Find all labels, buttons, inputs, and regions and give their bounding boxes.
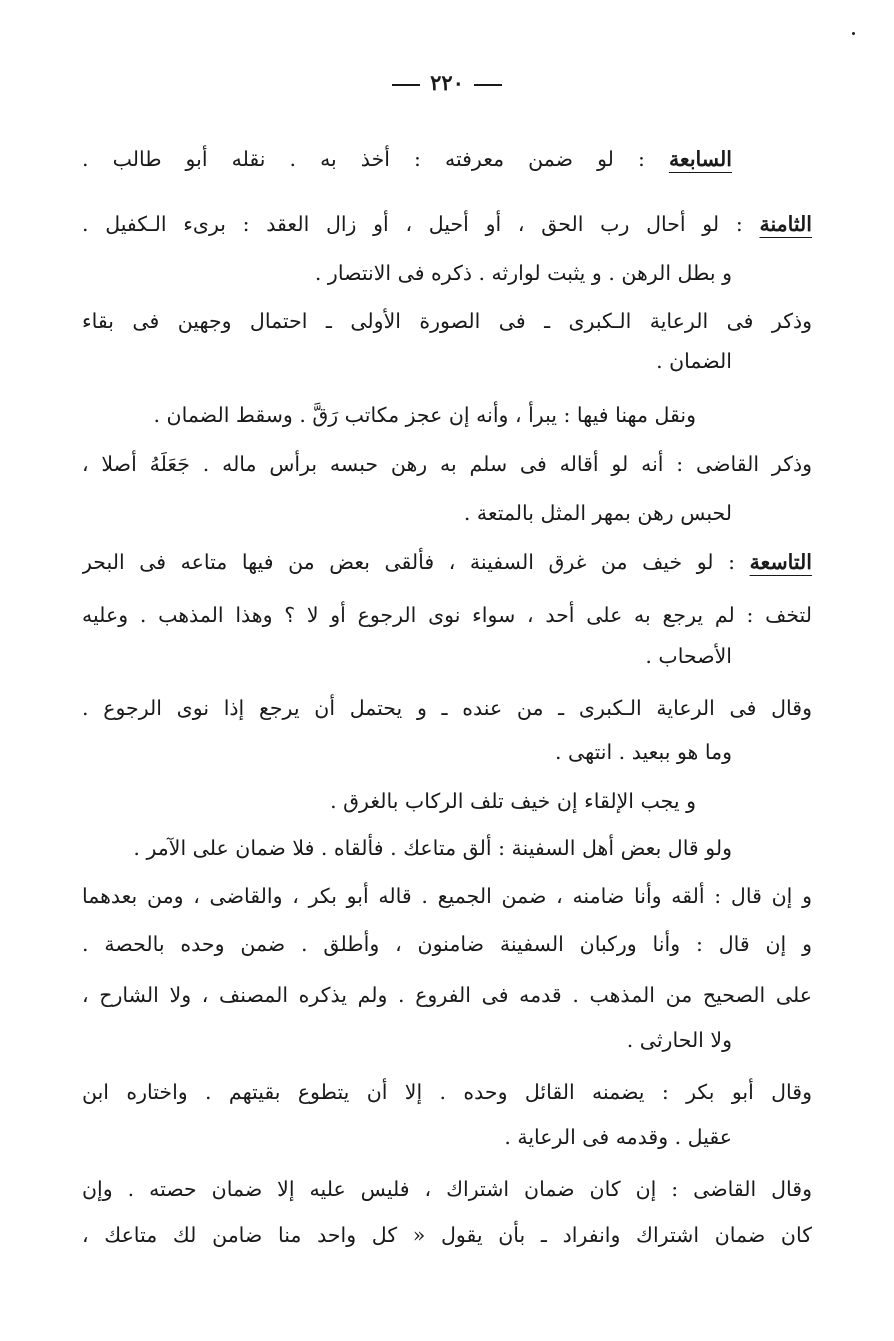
text-line-8 xyxy=(82,498,732,528)
line-text: ولا الحارثى . xyxy=(626,1028,732,1052)
line-text: وقال أبو بكر : يضمنه القائل وحده . إلا أن يتطوع بقيتهم . واختاره ابن xyxy=(82,1080,812,1104)
text-line-4 xyxy=(82,306,812,336)
line-text: وما هو ببعيد . انتهى . xyxy=(555,740,732,764)
page-number xyxy=(0,70,894,95)
text-line-18 xyxy=(82,980,812,1010)
text-line-21 xyxy=(82,1122,732,1152)
text-line-3 xyxy=(82,258,732,288)
line-text: : لو ضمن معرفته : أخذ به . نقله أبو طالب . xyxy=(82,147,645,171)
text-line-23 xyxy=(82,1220,812,1250)
page-number-value: ٢٢٠ xyxy=(430,70,464,95)
text-line-15 xyxy=(82,833,732,863)
line-text: على الصحيح من المذهب . قدمه فى الفروع . ولم يذكره المصنف ، ولا الشارح ، xyxy=(82,983,812,1007)
line-text: : لو أحال رب الحق ، أو أحيل ، أو زال العقد : برىء الـكفيل . xyxy=(82,212,743,236)
text-line-6 xyxy=(82,400,696,430)
section-keyword: الثامنة xyxy=(759,212,812,236)
text-line-19 xyxy=(82,1025,732,1055)
text-line-11 xyxy=(82,641,732,671)
line-text: و إن قال : وأنا وركبان السفينة ضامنون ، وأطلق . ضمن وحده بالحصة . xyxy=(82,932,812,956)
text-line-12 xyxy=(82,693,812,723)
text-line-14 xyxy=(82,786,696,816)
line-text: و بطل الرهن . و يثبت لوارثه . ذكره فى الانتصار . xyxy=(314,261,732,285)
text-line-5 xyxy=(82,346,732,376)
line-text: وقال القاضى : إن كان ضمان اشتراك ، فليس عليه إلا ضمان حصته . وإن xyxy=(82,1177,812,1201)
line-text: ولو قال بعض أهل السفينة : ألق متاعك . فألقاه . فلا ضمان على الآمر . xyxy=(133,836,732,860)
text-line-16 xyxy=(82,881,812,911)
text-line-13 xyxy=(82,737,732,767)
page-number-dash-right xyxy=(474,84,502,86)
line-text: و إن قال : ألقه وأنا ضامنه ، ضمن الجميع . قاله أبو بكر ، والقاضى ، ومن بعدهما xyxy=(82,884,812,908)
page-number-dash-left xyxy=(392,84,420,86)
line-text: الأصحاب . xyxy=(645,644,732,668)
line-text: لتخف : لم يرجع به على أحد ، سواء نوى الرجوع أو لا ؟ وهذا المذهب . وعليه xyxy=(82,603,812,627)
line-text: الضمان . xyxy=(656,349,732,373)
scan-speck xyxy=(852,32,855,35)
text-line-9 xyxy=(82,547,812,577)
text-line-22 xyxy=(82,1174,812,1204)
line-text: لحبس رهن بمهر المثل بالمتعة . xyxy=(463,501,732,525)
section-keyword: السابعة xyxy=(668,147,732,171)
line-text: و يجب الإلقاء إن خيف تلف الركاب بالغرق . xyxy=(330,789,696,813)
text-line-10 xyxy=(82,600,812,630)
line-text: وذكر فى الرعاية الـكبرى ـ فى الصورة الأولى ـ احتمال وجهين فى بقاء xyxy=(82,309,812,333)
line-text: وذكر القاضى : أنه لو أقاله فى سلم به رهن حبسه برأس ماله . جَعَلَهُ أصلا ، xyxy=(82,452,812,476)
line-text: ونقل مهنا فيها : يبرأ ، وأنه إن عجز مكاتب رَقَّ . وسقط الضمان . xyxy=(153,403,696,427)
line-text: عقيل . وقدمه فى الرعاية . xyxy=(504,1125,732,1149)
line-text: وقال فى الرعاية الـكبرى ـ من عنده ـ و يحتمل أن يرجع إذا نوى الرجوع . xyxy=(82,696,812,720)
line-text: كان ضمان اشتراك وانفراد ـ بأن يقول « كل واحد منا ضامن لك متاعك ، xyxy=(82,1223,812,1247)
line-text: : لو خيف من غرق السفينة ، فألقى بعض من فيها متاعه فى البحر xyxy=(82,550,735,574)
text-line-17 xyxy=(82,929,812,959)
text-line-20 xyxy=(82,1077,812,1107)
section-keyword: التاسعة xyxy=(749,550,812,574)
text-line-7 xyxy=(82,449,812,479)
text-line-2 xyxy=(82,209,812,239)
text-line-1 xyxy=(82,144,732,174)
